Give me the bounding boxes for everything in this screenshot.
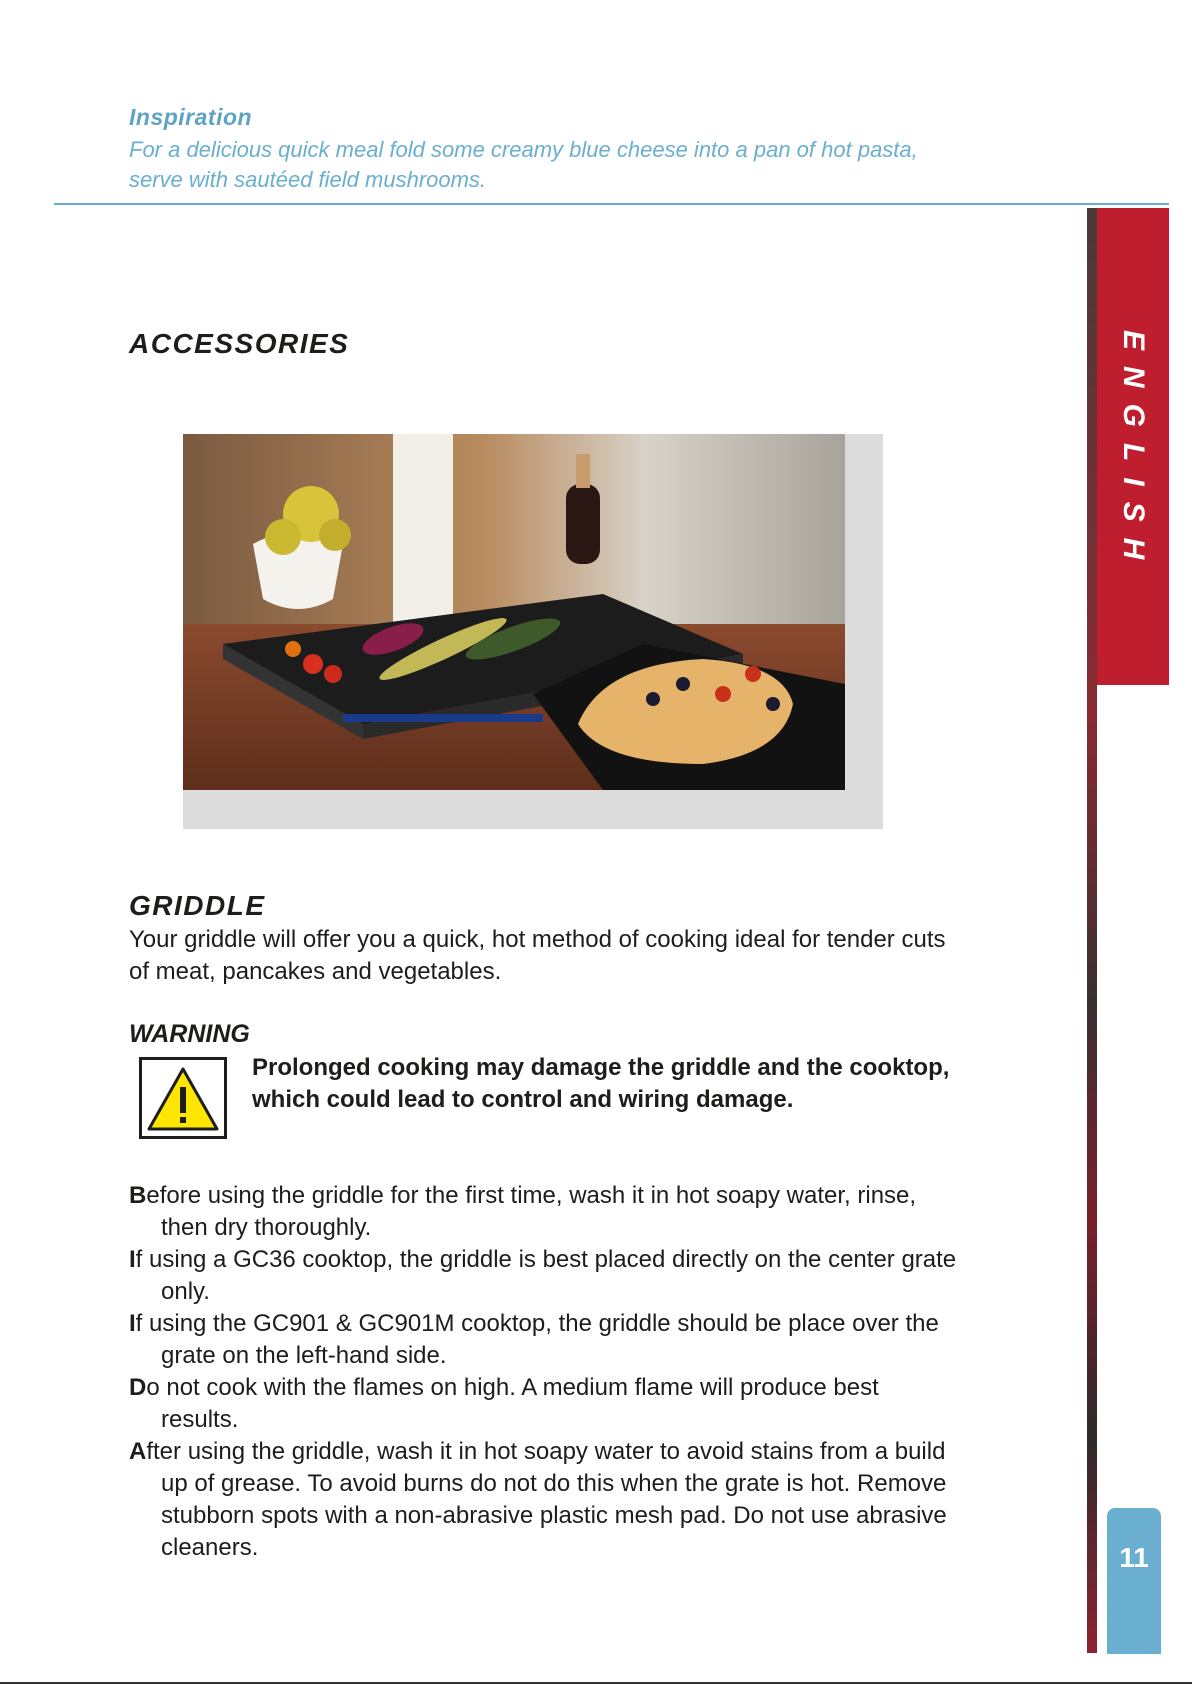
initial-letter: D — [129, 1374, 147, 1401]
item-text: f using the GC901 & GC901M cooktop, the griddle should be place over the grate on the left-hand side. — [135, 1310, 939, 1369]
instruction-list — [129, 1180, 959, 1564]
griddle-heading: GRIDDLE — [129, 890, 266, 921]
list-item — [129, 1308, 959, 1372]
griddle-intro: Your griddle will offer you a quick, hot method of cooking ideal for tender cuts of meat, pancakes and vegetables. — [129, 926, 946, 985]
initial-letter: B — [129, 1182, 147, 1209]
initial-letter: I — [129, 1246, 136, 1273]
bottom-divider — [0, 1682, 1192, 1684]
warning-triangle-icon — [139, 1057, 227, 1139]
list-item — [129, 1244, 959, 1308]
initial-letter: I — [129, 1310, 136, 1337]
header-divider — [54, 203, 1169, 205]
accessories-heading: ACCESSORIES — [129, 328, 350, 359]
griddle-photo — [183, 434, 845, 790]
initial-letter: A — [129, 1438, 147, 1465]
item-text: f using a GC36 cooktop, the griddle is best placed directly on the center grate only. — [135, 1246, 957, 1305]
item-text: o not cook with the flames on high. A medium flame will produce best results. — [146, 1374, 879, 1433]
language-tab-label: ENGLISH — [1117, 330, 1150, 576]
side-strip — [1087, 208, 1097, 1653]
warning-text: Prolonged cooking may damage the griddle and the cooktop, which could lead to control and wiring damage. — [252, 1054, 950, 1113]
page-number-tab — [1107, 1508, 1161, 1654]
list-item — [129, 1180, 959, 1244]
page-number: 11 — [1119, 1542, 1149, 1573]
item-text: fter using the griddle, wash it in hot soapy water to avoid stains from a build up of grease. To avoid burns do not do this when the grate is hot. Remove stubborn spots with a non-abrasive plastic mesh pad. Do not use abrasive cleaners. — [146, 1438, 947, 1561]
item-text: efore using the griddle for the first time, wash it in hot soapy water, rinse, then dry thoroughly. — [146, 1182, 917, 1241]
list-item — [129, 1372, 959, 1436]
inspiration-title: Inspiration — [129, 104, 253, 130]
inspiration-text: For a delicious quick meal fold some creamy blue cheese into a pan of hot pasta, serve with sautéed field mushrooms. — [129, 137, 918, 192]
list-item — [129, 1436, 959, 1564]
warning-label: WARNING — [129, 1020, 250, 1048]
